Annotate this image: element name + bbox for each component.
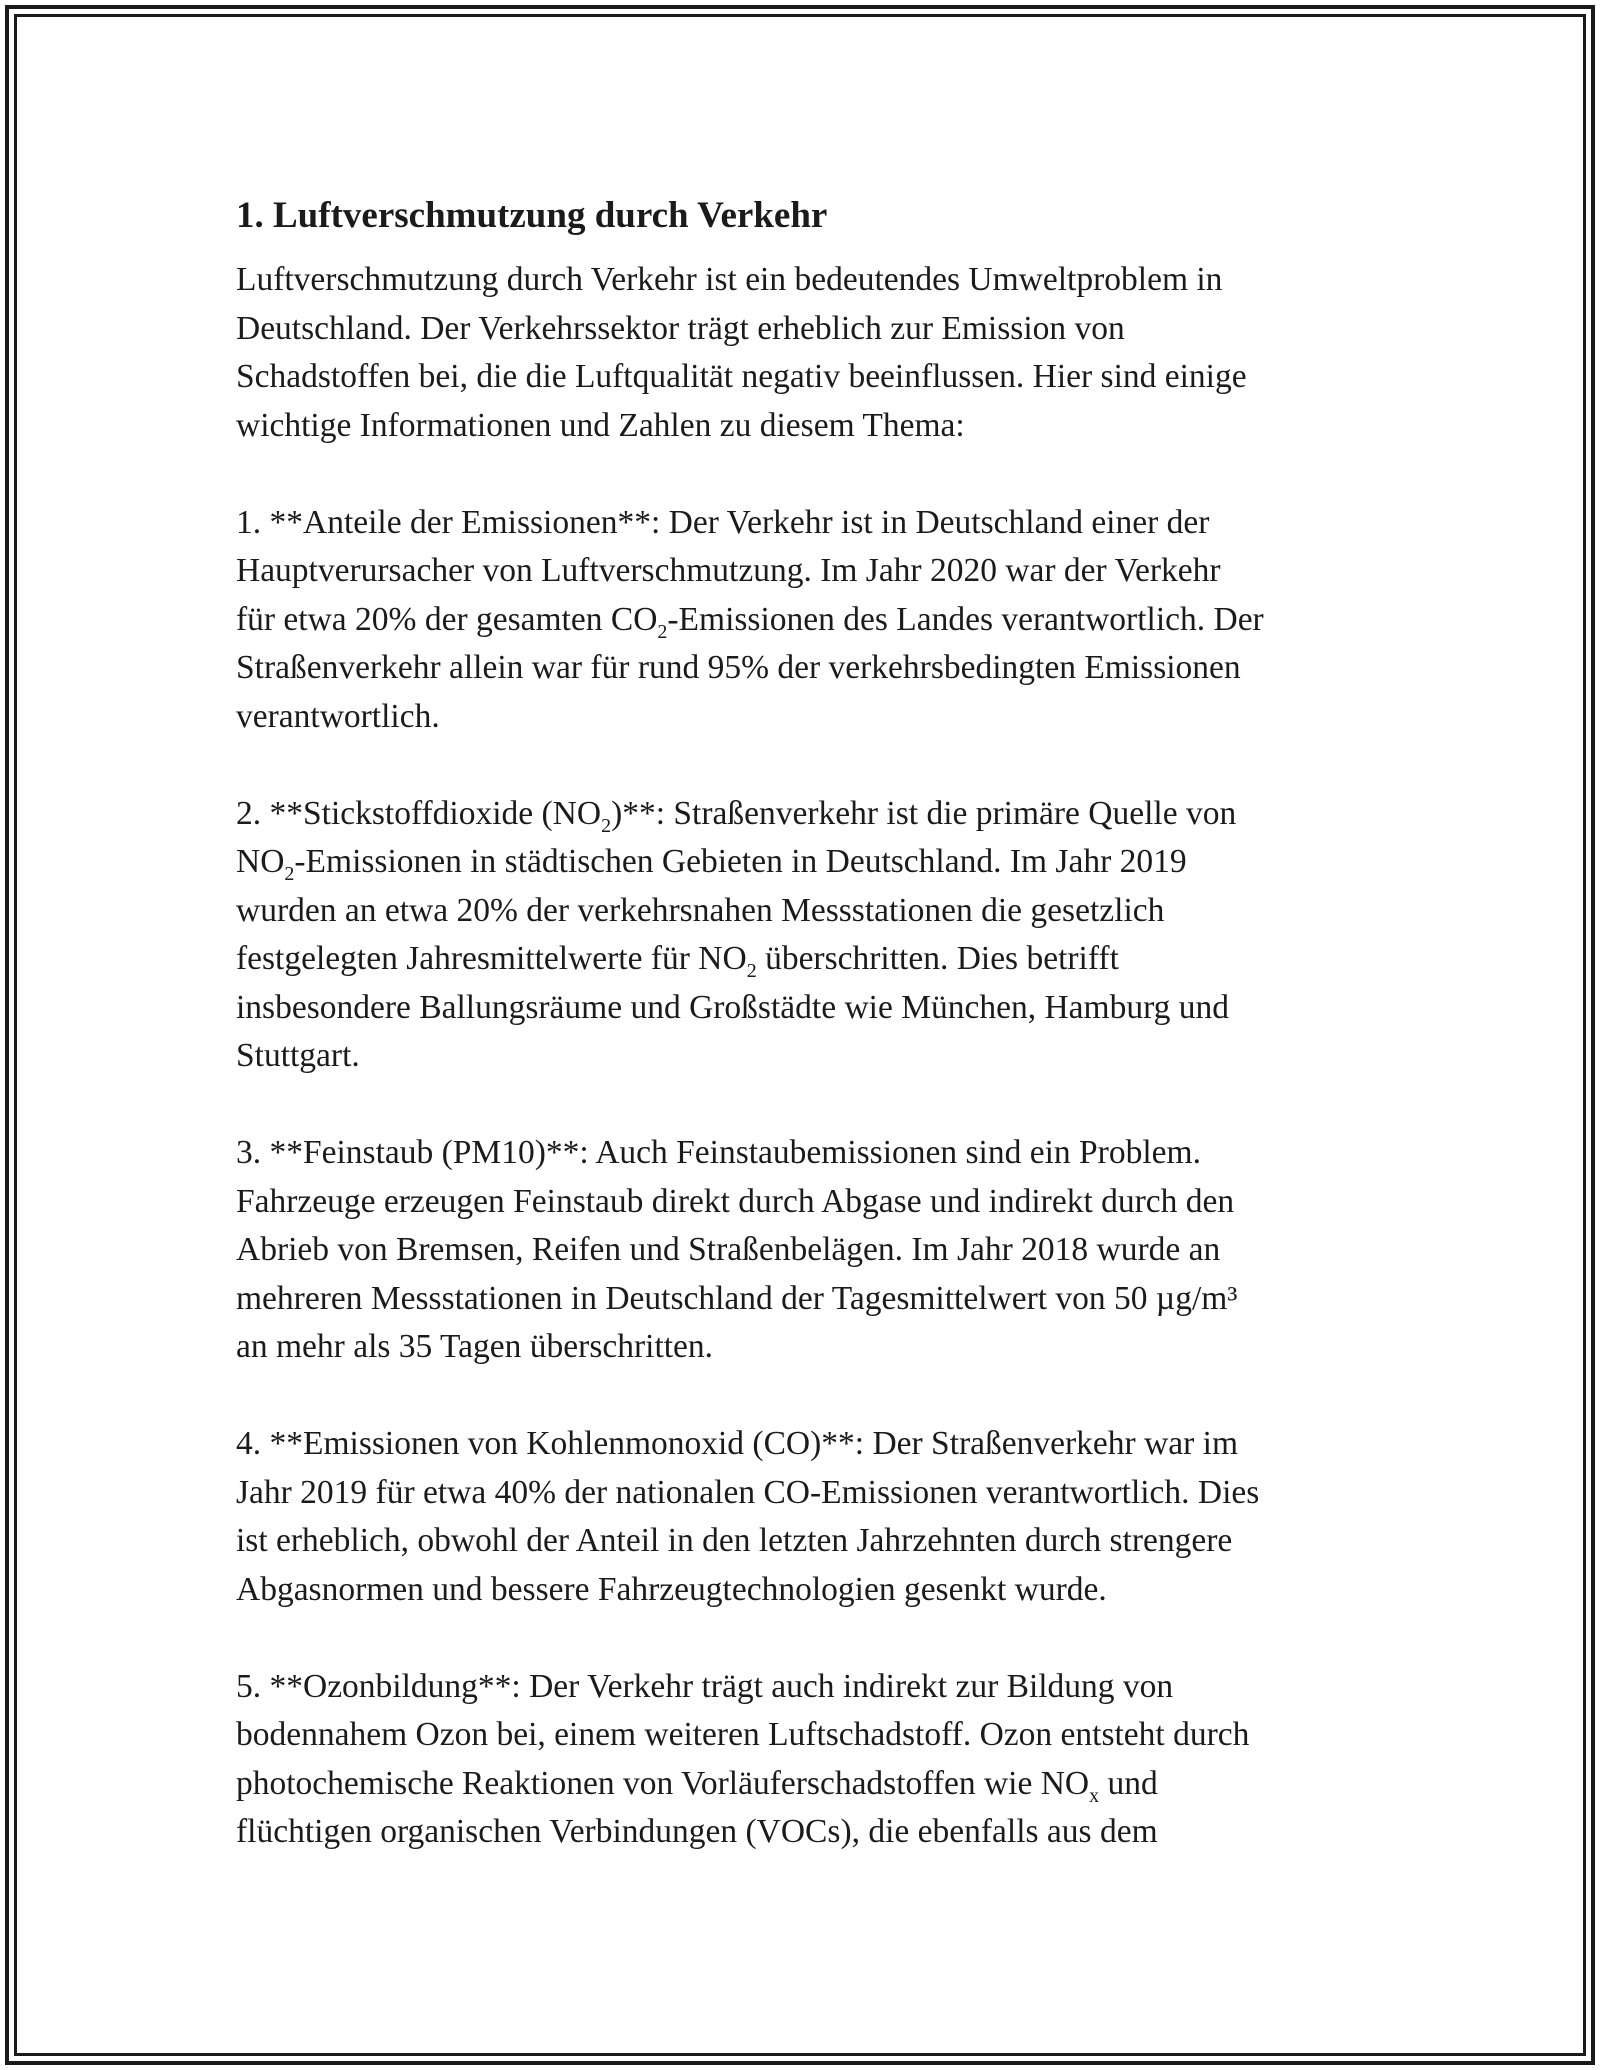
text-line: verantwortlich. (236, 697, 440, 735)
text-line: bodennahem Ozon bei, einem weiteren Luftschadstoff. Ozon entsteht durch (236, 1716, 1250, 1753)
text-line: 2. **Stickstoffdioxide $(NO_2)**$: Straßenverkehr ist die primäre Quelle von (236, 794, 1237, 837)
list-item-5 (236, 1663, 1376, 1857)
text-line: an mehr als 35 Tagen überschritten. (236, 1328, 714, 1365)
text-line: 1. **Anteile der Emissionen**: Der Verkehr ist in Deutschland einer der (236, 503, 1210, 541)
text-line: 5. **Ozonbildung**: Der Verkehr trägt auch indirekt zur Bildung von (236, 1667, 1174, 1705)
text-line: Straßenverkehr allein war für rund 95% der verkehrsbedingten Emissionen (236, 649, 1241, 686)
list-item-1 (236, 499, 1376, 742)
subscript: 2 (657, 620, 668, 643)
text-line: für etwa 20% der gesamten $CO_2$-Emissionen des Landes verantwortlich. Der (236, 600, 1264, 643)
subscript: 2 (601, 814, 612, 837)
text-line: $NO_2$-Emissionen in städtischen Gebieten in Deutschland. Im Jahr 2019 (236, 843, 1187, 885)
section-heading: 1. Luftverschmutzung durch Verkehr (236, 195, 828, 236)
text-line: insbesondere Ballungsräume und Großstädte wie München, Hamburg und (236, 988, 1230, 1026)
subscript: 2 (284, 863, 295, 885)
text-line: Fahrzeuge erzeugen Feinstaub direkt durch Abgase und indirekt durch den (236, 1182, 1235, 1220)
text-line: mehreren Messstationen in Deutschland der Tagesmittelwert von 50 µg/m³ (236, 1279, 1238, 1317)
text-line: flüchtigen organischen Verbindungen (VOCs), die ebenfalls aus dem (236, 1813, 1158, 1850)
text-line: festgelegten Jahresmittelwerte für $NO_2$ überschritten. Dies betrifft (236, 940, 1119, 982)
subscript: 2 (746, 960, 757, 982)
intro-paragraph (236, 256, 1376, 450)
text-line: Jahr 2019 für etwa 40% der nationalen CO-Emissionen verantwortlich. Dies (236, 1473, 1260, 1511)
text-line: wurden an etwa 20% der verkehrsnahen Messstationen die gesetzlich (236, 891, 1165, 929)
text-line: Abrieb von Bremsen, Reifen und Straßenbelägen. Im Jahr 2018 wurde an (236, 1231, 1221, 1268)
text-line: ist erheblich, obwohl der Anteil in den letzten Jahrzehnten durch strengere (236, 1522, 1233, 1559)
text-line: 3. **Feinstaub (PM10)**: Auch Feinstaubemissionen sind ein Problem. (236, 1134, 1201, 1171)
text-line: Deutschland. Der Verkehrssektor trägt erheblich zur Emission von (236, 309, 1125, 347)
list-item-3 (236, 1129, 1376, 1372)
text-line: photochemische Reaktionen von Vorläuferschadstoffen wie $NO_x$ und (236, 1764, 1158, 1807)
text-line: wichtige Informationen und Zahlen zu diesem Thema: (236, 406, 965, 444)
text-line: Luftverschmutzung durch Verkehr ist ein bedeutendes Umweltproblem in (236, 261, 1223, 298)
text-line: Abgasnormen und bessere Fahrzeugtechnologien gesenkt wurde. (236, 1570, 1107, 1608)
document-body (236, 186, 1376, 1857)
list-items (236, 499, 1376, 1857)
subscript: x (1089, 1784, 1100, 1807)
list-item-4 (236, 1420, 1376, 1614)
text-line: Schadstoffen bei, die die Luftqualität negativ beeinflussen. Hier sind einige (236, 358, 1247, 395)
list-item-2 (236, 790, 1376, 1081)
text-line: Hauptverursacher von Luftverschmutzung. Im Jahr 2020 war der Verkehr (236, 552, 1221, 589)
text-line: 4. **Emissionen von Kohlenmonoxid (CO)**: Der Straßenverkehr war im (236, 1425, 1239, 1462)
text-line: Stuttgart. (236, 1037, 360, 1074)
